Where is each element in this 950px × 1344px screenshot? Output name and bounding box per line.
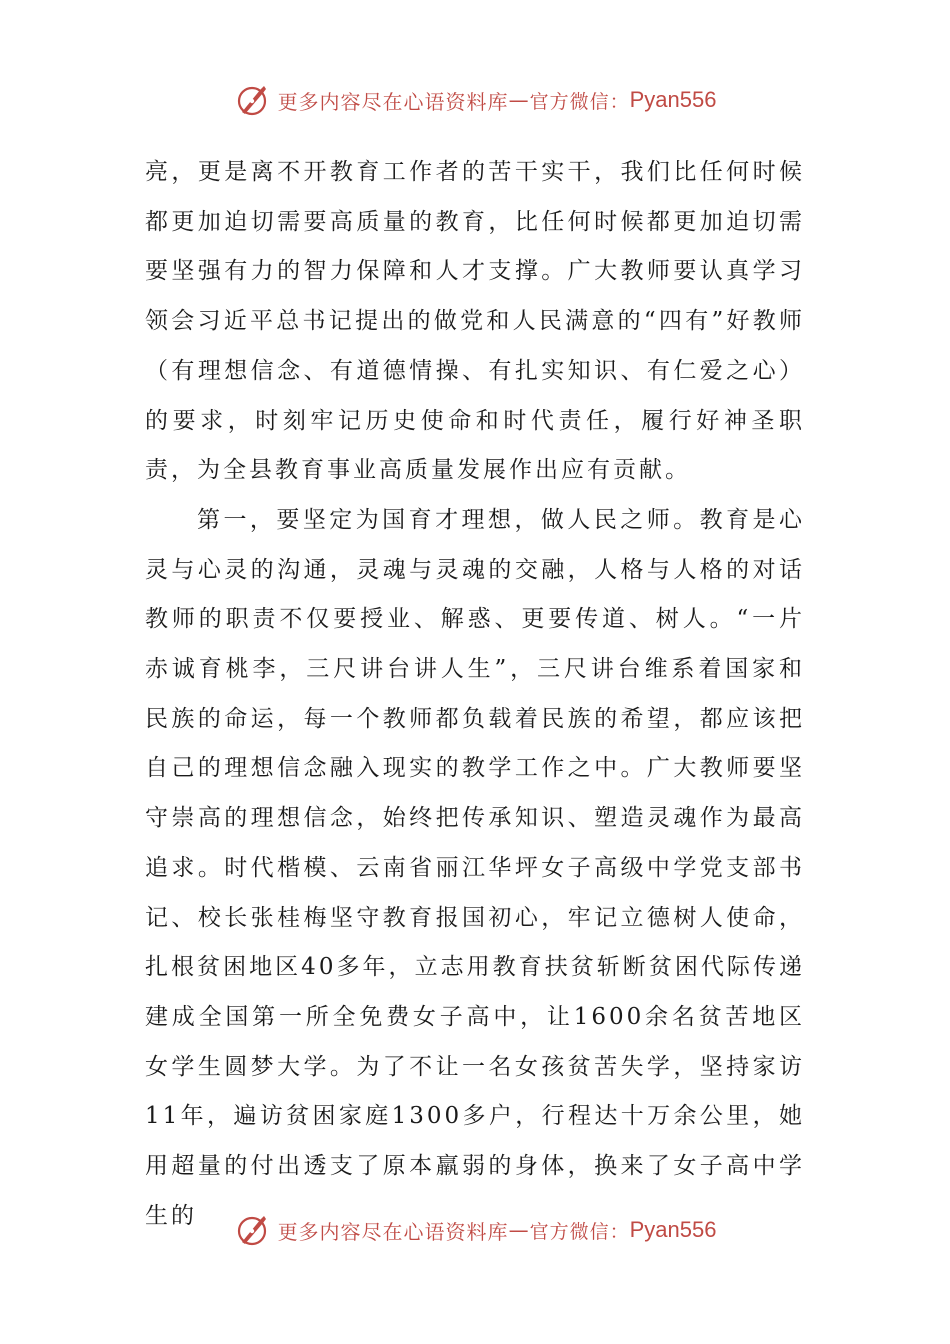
banner-wechat-label: 官方微信： bbox=[529, 90, 630, 113]
paragraph-first-point: 第一，要坚定为国育才理想，做人民之师。教育是心灵与心灵的沟通，灵魂与灵魂的交融，人格与人格的对话教师的职责不仅要授业、解惑、更要传道、树人。“一片赤诚育桃李，三尺讲台讲人生”，三尺讲台维系着国家和民族的命运，每一个教师都负载着民族的希望，都应该把自己的理想信念融入现实的教学工作之中。广大教师要坚守崇高的理想信念，始终把传承知识、塑造灵魂作为最高追求。时代楷模、云南省丽江华坪女子高级中学党支部书记、校长张桂梅坚守教育报国初心，牢记立德树人使命，扎根贫困地区40多年，立志用教育扶贫斩断贫困代际传递建成全国第一所全免费女子高中，让1600余名贫苦地区女学生圆梦大学。为了不让一名女孩贫苦失学，坚持家访11年，遍访贫困家庭1300多户，行程达十万余公里，她用超量的付出透支了原本羸弱的身体，换来了女子高中学生的 bbox=[145, 506, 805, 1229]
header-banner bbox=[0, 80, 950, 120]
banner-site-text: 更多内容尽在心语资料库 bbox=[277, 1219, 509, 1244]
banner-wechat-id: Pyan556 bbox=[629, 87, 717, 112]
banner-wechat-id: Pyan556 bbox=[629, 1217, 717, 1242]
pen-circle-logo-icon bbox=[234, 1212, 270, 1248]
footer-banner bbox=[0, 1210, 950, 1250]
banner-site-text: 更多内容尽在心语资料库 bbox=[277, 89, 509, 114]
banner-separator: — bbox=[508, 88, 530, 112]
pen-circle-logo-icon bbox=[234, 82, 270, 118]
banner-wechat-label: 官方微信： bbox=[529, 1220, 630, 1243]
banner-separator: — bbox=[508, 1218, 530, 1242]
paragraph-continued: 亮，更是离不开教育工作者的苦干实干，我们比任何时候都更加迫切需要高质量的教育，比任何时候都更加迫切需要坚强有力的智力保障和人才支撑。广大教师要认真学习领会习近平总书记提出的做党和人民满意的“四有”好教师（有理想信念、有道德情操、有扎实知识、有仁爱之心）的要求，时刻牢记历史使命和时代责任，履行好神圣职责，为全县教育事业高质量发展作出应有贡献。 bbox=[145, 159, 805, 484]
document-body bbox=[145, 148, 805, 1241]
